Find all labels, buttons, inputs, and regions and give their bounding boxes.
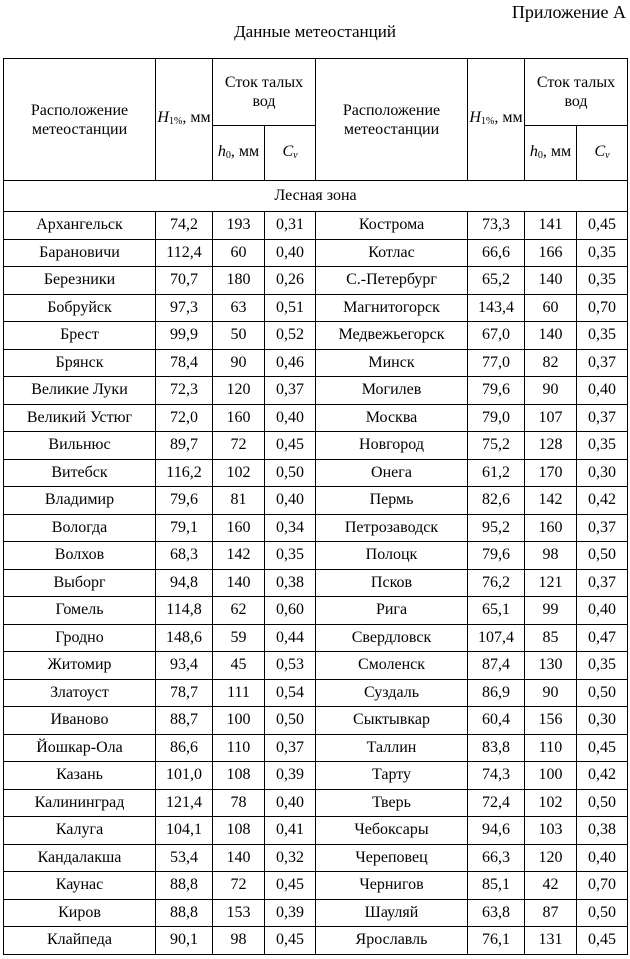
cell-cv: 0,54 — [265, 679, 316, 707]
cell-station: Калуга — [4, 817, 156, 845]
cell-h0: 120 — [525, 844, 577, 872]
cell-h0: 110 — [525, 734, 577, 762]
cell-h1: 87,4 — [468, 652, 525, 680]
cell-cv: 0,50 — [577, 542, 628, 570]
cell-h1: 95,2 — [468, 514, 525, 542]
cell-station: Гродно — [4, 624, 156, 652]
header-h1: $H_{1\%}$, мм — [156, 59, 213, 181]
cell-cv: 0,31 — [265, 212, 316, 240]
cell-station: Псков — [316, 569, 468, 597]
table-row — [4, 707, 628, 735]
cell-h1: 74,3 — [468, 762, 525, 790]
cell-station: Златоуст — [4, 679, 156, 707]
cell-h1: 86,9 — [468, 679, 525, 707]
cell-h1: 82,6 — [468, 487, 525, 515]
cell-station: Могилев — [316, 377, 468, 405]
table-row — [4, 239, 628, 267]
cell-cv: 0,35 — [577, 652, 628, 680]
cell-station: Онега — [316, 459, 468, 487]
cell-cv: 0,26 — [265, 267, 316, 295]
cell-cv: 0,70 — [577, 294, 628, 322]
table-row — [4, 679, 628, 707]
cell-h0: 111 — [213, 679, 265, 707]
cell-h0: 121 — [525, 569, 577, 597]
cell-cv: 0,46 — [265, 349, 316, 377]
cell-h1: 89,7 — [156, 432, 213, 460]
cell-cv: 0,35 — [265, 542, 316, 570]
cell-h0: 99 — [525, 597, 577, 625]
cell-station: Чебоксары — [316, 817, 468, 845]
cell-h1: 72,4 — [468, 789, 525, 817]
table-row — [4, 377, 628, 405]
cell-station: Бобруйск — [4, 294, 156, 322]
cell-cv: 0,30 — [577, 459, 628, 487]
cell-station: Витебск — [4, 459, 156, 487]
table-row — [4, 322, 628, 350]
table-row — [4, 267, 628, 295]
cell-h1: 85,1 — [468, 872, 525, 900]
cell-h1: 78,4 — [156, 349, 213, 377]
cell-h0: 100 — [213, 707, 265, 735]
table-row — [4, 404, 628, 432]
cell-h0: 140 — [213, 569, 265, 597]
cell-station: Кострома — [316, 212, 468, 240]
table-row — [4, 927, 628, 955]
table-row — [4, 432, 628, 460]
cell-cv: 0,52 — [265, 322, 316, 350]
cell-cv: 0,50 — [577, 789, 628, 817]
cell-cv: 0,50 — [577, 899, 628, 927]
cell-h1: 65,1 — [468, 597, 525, 625]
cell-station: Котлас — [316, 239, 468, 267]
cell-h0: 160 — [525, 514, 577, 542]
cell-cv: 0,37 — [577, 569, 628, 597]
cell-h0: 193 — [213, 212, 265, 240]
cell-h1: 75,2 — [468, 432, 525, 460]
cell-h0: 72 — [213, 432, 265, 460]
cell-h1: 61,2 — [468, 459, 525, 487]
appendix-label: Приложение А — [511, 2, 626, 22]
cell-station: Волхов — [4, 542, 156, 570]
cell-h0: 45 — [213, 652, 265, 680]
cell-station: Березники — [4, 267, 156, 295]
cell-h1: 78,7 — [156, 679, 213, 707]
table-row — [4, 652, 628, 680]
cell-h0: 98 — [213, 927, 265, 955]
cell-cv: 0,45 — [265, 872, 316, 900]
cell-cv: 0,50 — [265, 707, 316, 735]
cell-h0: 59 — [213, 624, 265, 652]
cell-station: Выборг — [4, 569, 156, 597]
cell-h1: 79,6 — [468, 377, 525, 405]
cell-h1: 116,2 — [156, 459, 213, 487]
table-row — [4, 212, 628, 240]
cell-station: Архангельск — [4, 212, 156, 240]
cell-cv: 0,41 — [265, 817, 316, 845]
cell-station: Владимир — [4, 487, 156, 515]
cell-station: Полоцк — [316, 542, 468, 570]
cell-h1: 97,3 — [156, 294, 213, 322]
cell-cv: 0,40 — [265, 404, 316, 432]
table-row — [4, 817, 628, 845]
cell-cv: 0,37 — [265, 734, 316, 762]
header-cv: $C_v$ — [577, 126, 628, 181]
table-row — [4, 349, 628, 377]
cell-cv: 0,50 — [577, 679, 628, 707]
cell-station: Вологда — [4, 514, 156, 542]
table-row — [4, 542, 628, 570]
cell-h1: 72,3 — [156, 377, 213, 405]
cell-cv: 0,45 — [265, 432, 316, 460]
cell-h0: 140 — [525, 267, 577, 295]
cell-h0: 42 — [525, 872, 577, 900]
cell-station: Брест — [4, 322, 156, 350]
cell-h0: 120 — [213, 377, 265, 405]
cell-station: Брянск — [4, 349, 156, 377]
cell-cv: 0,39 — [265, 899, 316, 927]
cell-h1: 60,4 — [468, 707, 525, 735]
cell-station: Калининград — [4, 789, 156, 817]
cell-station: Тарту — [316, 762, 468, 790]
table-row — [4, 844, 628, 872]
cell-station: Магнитогорск — [316, 294, 468, 322]
cell-h1: 79,1 — [156, 514, 213, 542]
cell-h0: 153 — [213, 899, 265, 927]
cell-station: Каунас — [4, 872, 156, 900]
table-row — [4, 789, 628, 817]
cell-h1: 66,6 — [468, 239, 525, 267]
cell-h0: 85 — [525, 624, 577, 652]
table-row — [4, 459, 628, 487]
cell-h0: 141 — [525, 212, 577, 240]
cell-station: Барановичи — [4, 239, 156, 267]
cell-cv: 0,53 — [265, 652, 316, 680]
cell-cv: 0,45 — [577, 927, 628, 955]
cell-h1: 90,1 — [156, 927, 213, 955]
cell-h0: 78 — [213, 789, 265, 817]
cell-h1: 121,4 — [156, 789, 213, 817]
cell-cv: 0,40 — [577, 844, 628, 872]
cell-cv: 0,70 — [577, 872, 628, 900]
cell-h1: 143,4 — [468, 294, 525, 322]
cell-h0: 81 — [213, 487, 265, 515]
cell-station: Йошкар-Ола — [4, 734, 156, 762]
cell-h1: 79,0 — [468, 404, 525, 432]
cell-cv: 0,42 — [577, 487, 628, 515]
header-h1: $H_{1\%}$, мм — [468, 59, 525, 181]
cell-cv: 0,40 — [577, 377, 628, 405]
cell-h1: 94,8 — [156, 569, 213, 597]
cell-h0: 72 — [213, 872, 265, 900]
cell-cv: 0,40 — [265, 239, 316, 267]
cell-cv: 0,35 — [577, 432, 628, 460]
cell-h0: 128 — [525, 432, 577, 460]
table-row — [4, 762, 628, 790]
cell-cv: 0,45 — [577, 212, 628, 240]
cell-station: Петрозаводск — [316, 514, 468, 542]
cell-h1: 74,2 — [156, 212, 213, 240]
cell-cv: 0,37 — [265, 377, 316, 405]
cell-station: Новгород — [316, 432, 468, 460]
cell-h0: 50 — [213, 322, 265, 350]
cell-h0: 63 — [213, 294, 265, 322]
table-row — [4, 624, 628, 652]
cell-cv: 0,35 — [577, 322, 628, 350]
cell-station: Сыктывкар — [316, 707, 468, 735]
cell-h1: 86,6 — [156, 734, 213, 762]
cell-h0: 87 — [525, 899, 577, 927]
table-row — [4, 899, 628, 927]
cell-h0: 160 — [213, 404, 265, 432]
cell-station: Гомель — [4, 597, 156, 625]
table-row — [4, 487, 628, 515]
cell-station: Смоленск — [316, 652, 468, 680]
cell-h1: 76,1 — [468, 927, 525, 955]
header-runoff: Сток талых вод — [213, 59, 316, 126]
cell-h0: 60 — [525, 294, 577, 322]
cell-cv: 0,40 — [577, 597, 628, 625]
cell-h1: 114,8 — [156, 597, 213, 625]
cell-cv: 0,37 — [577, 514, 628, 542]
cell-h0: 170 — [525, 459, 577, 487]
cell-h0: 110 — [213, 734, 265, 762]
cell-h0: 102 — [213, 459, 265, 487]
header-cv: $C_v$ — [265, 126, 316, 181]
cell-h0: 62 — [213, 597, 265, 625]
header-h0: $h_0$, мм — [525, 126, 577, 181]
cell-h1: 104,1 — [156, 817, 213, 845]
cell-h0: 90 — [213, 349, 265, 377]
cell-h1: 93,4 — [156, 652, 213, 680]
cell-h0: 140 — [213, 844, 265, 872]
cell-h0: 103 — [525, 817, 577, 845]
cell-cv: 0,35 — [577, 239, 628, 267]
cell-h1: 68,3 — [156, 542, 213, 570]
cell-cv: 0,30 — [577, 707, 628, 735]
cell-h1: 88,7 — [156, 707, 213, 735]
cell-h0: 100 — [525, 762, 577, 790]
cell-h1: 88,8 — [156, 899, 213, 927]
cell-h1: 76,2 — [468, 569, 525, 597]
cell-station: Таллин — [316, 734, 468, 762]
cell-h0: 90 — [525, 679, 577, 707]
table-row — [4, 569, 628, 597]
cell-h1: 99,9 — [156, 322, 213, 350]
table-row — [4, 597, 628, 625]
cell-h0: 130 — [525, 652, 577, 680]
cell-h1: 66,3 — [468, 844, 525, 872]
cell-station: Иваново — [4, 707, 156, 735]
cell-cv: 0,38 — [265, 569, 316, 597]
cell-station: Пермь — [316, 487, 468, 515]
cell-station: Шауляй — [316, 899, 468, 927]
cell-h0: 131 — [525, 927, 577, 955]
cell-h1: 88,8 — [156, 872, 213, 900]
cell-station: Вильнюс — [4, 432, 156, 460]
cell-h0: 142 — [213, 542, 265, 570]
cell-h1: 72,0 — [156, 404, 213, 432]
cell-station: Минск — [316, 349, 468, 377]
cell-h0: 60 — [213, 239, 265, 267]
cell-station: Киров — [4, 899, 156, 927]
table-row — [4, 514, 628, 542]
cell-station: Тверь — [316, 789, 468, 817]
cell-h1: 107,4 — [468, 624, 525, 652]
cell-h1: 101,0 — [156, 762, 213, 790]
cell-h1: 53,4 — [156, 844, 213, 872]
cell-h1: 77,0 — [468, 349, 525, 377]
cell-h0: 108 — [213, 762, 265, 790]
cell-h0: 156 — [525, 707, 577, 735]
cell-cv: 0,51 — [265, 294, 316, 322]
cell-h1: 79,6 — [156, 487, 213, 515]
cell-h0: 166 — [525, 239, 577, 267]
cell-station: Великий Устюг — [4, 404, 156, 432]
cell-h0: 142 — [525, 487, 577, 515]
table-row — [4, 734, 628, 762]
table-header — [4, 59, 628, 181]
cell-station: Ярославль — [316, 927, 468, 955]
header-location: Расположение метеостанции — [316, 59, 468, 181]
cell-cv: 0,45 — [577, 734, 628, 762]
cell-h1: 148,6 — [156, 624, 213, 652]
cell-cv: 0,32 — [265, 844, 316, 872]
cell-cv: 0,37 — [577, 404, 628, 432]
cell-h1: 70,7 — [156, 267, 213, 295]
cell-cv: 0,50 — [265, 459, 316, 487]
cell-station: Житомир — [4, 652, 156, 680]
table-row — [4, 294, 628, 322]
cell-cv: 0,38 — [577, 817, 628, 845]
cell-cv: 0,45 — [265, 927, 316, 955]
cell-cv: 0,42 — [577, 762, 628, 790]
cell-station: Великие Луки — [4, 377, 156, 405]
cell-h0: 107 — [525, 404, 577, 432]
cell-station: С.-Петербург — [316, 267, 468, 295]
cell-h1: 94,6 — [468, 817, 525, 845]
cell-station: Свердловск — [316, 624, 468, 652]
cell-station: Москва — [316, 404, 468, 432]
cell-station: Медвежьегорск — [316, 322, 468, 350]
cell-cv: 0,60 — [265, 597, 316, 625]
cell-cv: 0,39 — [265, 762, 316, 790]
cell-h0: 160 — [213, 514, 265, 542]
cell-h1: 79,6 — [468, 542, 525, 570]
cell-station: Казань — [4, 762, 156, 790]
cell-h0: 90 — [525, 377, 577, 405]
cell-cv: 0,35 — [577, 267, 628, 295]
cell-cv: 0,40 — [265, 487, 316, 515]
cell-h1: 67,0 — [468, 322, 525, 350]
cell-h0: 102 — [525, 789, 577, 817]
cell-station: Череповец — [316, 844, 468, 872]
cell-station: Суздаль — [316, 679, 468, 707]
cell-h1: 112,4 — [156, 239, 213, 267]
cell-h0: 140 — [525, 322, 577, 350]
cell-cv: 0,40 — [265, 789, 316, 817]
cell-h0: 108 — [213, 817, 265, 845]
cell-h1: 83,8 — [468, 734, 525, 762]
cell-station: Чернигов — [316, 872, 468, 900]
cell-cv: 0,47 — [577, 624, 628, 652]
weather-stations-table — [3, 58, 628, 955]
section-title: Лесная зона — [4, 181, 628, 212]
header-runoff: Сток талых вод — [525, 59, 628, 126]
cell-station: Клайпеда — [4, 927, 156, 955]
header-location: Расположение метеостанции — [4, 59, 156, 181]
page-title: Данные метеостанций — [234, 22, 396, 41]
cell-h0: 82 — [525, 349, 577, 377]
cell-station: Кандалакша — [4, 844, 156, 872]
cell-h1: 65,2 — [468, 267, 525, 295]
table-row — [4, 872, 628, 900]
header-h0: $h_0$, мм — [213, 126, 265, 181]
cell-cv: 0,44 — [265, 624, 316, 652]
cell-station: Рига — [316, 597, 468, 625]
cell-h0: 98 — [525, 542, 577, 570]
cell-h1: 73,3 — [468, 212, 525, 240]
cell-h0: 180 — [213, 267, 265, 295]
cell-cv: 0,34 — [265, 514, 316, 542]
cell-h1: 63,8 — [468, 899, 525, 927]
cell-cv: 0,37 — [577, 349, 628, 377]
